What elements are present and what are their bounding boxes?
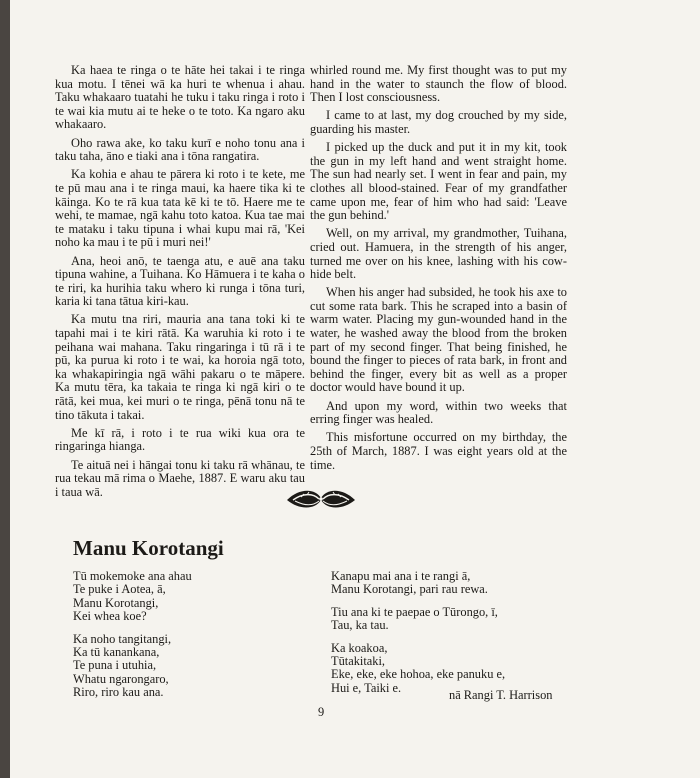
- poem-line: Eke, eke, eke hohoa, eke panuku e,: [331, 667, 506, 682]
- poem-line: Te puke i Aotea, ā,: [73, 582, 166, 597]
- paragraph: I picked up the duck and put it in my kit, took the gun in my left hand and went straight home. The sun had nearly set. I went in fear and pain, my clothes all blood-stained. Fear of my grandfather came upon me, fear of him who had said: 'Leave the gun behind.': [310, 140, 567, 223]
- maori-text-column: [55, 64, 305, 504]
- poem-line: Ka noho tangitangi,: [73, 631, 172, 646]
- poem-line: Tau, ka tau.: [331, 618, 389, 633]
- poem-author: nā Rangi T. Harrison: [449, 688, 553, 702]
- stanza: [331, 606, 581, 633]
- paragraph: Oho rawa ake, ko taku kurī e noho tonu ana i taku taha, āno e tiaki ana i tōna rangatira.: [55, 135, 305, 164]
- poem-line: Tū mokemoke ana ahau: [73, 569, 192, 583]
- stanza: [331, 570, 581, 597]
- poem-line: Kanapu mai ana i te rangi ā,: [331, 569, 471, 583]
- poem-right-column: [331, 570, 581, 704]
- paragraph: Te aituā nei i hāngai tonu ki taku rā whānau, te rua tekau mā rima o Maehe, 1887. E waru aku tau i taua wā.: [55, 457, 305, 499]
- poem-line: Tūtakitaki,: [331, 654, 386, 669]
- stanza: [73, 633, 303, 700]
- poem-left-column: [73, 570, 303, 709]
- poem-line: Ka tū kanankana,: [73, 645, 160, 660]
- paragraph: Ka kohia e ahau te pārera ki roto i te kete, me te pū mau ana i te ringa maui, ka haere tika ki te kāinga. Ko te rā kua tata kē ki te tō. Haere me te wehi, te mamae, ngā kahu toto katoa. Kua tae mai te mataku i taku tipuna i whai kupu mai rā, 'Kei noho ka mau i te pū i muri nei!': [55, 167, 305, 250]
- paragraph: Well, on my arrival, my grandmother, Tuihana, cried out. Hamuera, in the strength of his anger, turned me over on his knee, lashing with his cow-hide belt.: [310, 226, 567, 282]
- poem-line: Kei whea koe?: [73, 609, 147, 624]
- binding-edge: [0, 0, 10, 778]
- english-text-column: [310, 64, 567, 477]
- poem-line: Tiu ana ki te paepae o Tūrongo, ī,: [331, 604, 498, 619]
- poem-line: Riro, riro kau ana.: [73, 685, 164, 700]
- poem-line: Whatu ngarongaro,: [73, 671, 169, 686]
- page-number: 9: [318, 705, 325, 719]
- stanza: [73, 570, 303, 624]
- poem-line: Hui e, Taiki e.: [331, 680, 402, 695]
- poem-line: Ka koakoa,: [331, 640, 388, 655]
- paragraph: Me kī rā, i roto i te rua wiki kua ora te ringaringa hianga.: [55, 425, 305, 454]
- poem-line: Manu Korotangi,: [73, 595, 159, 610]
- paragraph: Ka mutu tna riri, mauria ana tana toki ki te tapahi mai i te kiri rātā. Ka waruhia ki roto i te peihana wai mahana. Taku ringaringa i tū rā i te pū, ka purua ki roto i te wai, ka horoia ngā toto, ka whakapiringia ngā wāhi pakaru o te māpere. Ka mutu tēra, ka takaia te ringa ki ngā kiri o te rātā, kei mua, kei muri o te ringa, pēnā tonu nā te tino tākuta i takai.: [55, 312, 305, 422]
- poem-title: Manu Korotangi: [73, 536, 224, 560]
- paragraph: When his anger had subsided, he took his axe to cut some rata bark. This he scraped into a basin of warm water. Placing my gun-wounded hand in the water, he washed away the blood from the broken part of my second finger. That being finished, he bound the finger to pieces of rata bark, in front and behind the finger, every bit as well as a proper doctor would have bound it up.: [310, 285, 567, 395]
- poem-line: Te puna i utuhia,: [73, 658, 157, 673]
- paragraph-continuation: whirled round me. My first thought was to put my hand in the water to staunch the flow of blood. Then I lost consciousness.: [310, 63, 567, 105]
- paragraph: Ka haea te ringa o te hāte hei takai i te ringa kua motu. I tēnei wā ka huri te whenua i ahau. Taku whakaaro tuatahi he tuku i taku ringa i roto i te wai kia mutu ai te heke o te toto. Ka ngaro aku whakaaro.: [55, 63, 305, 132]
- paragraph: Ana, heoi anō, te taenga atu, e auē ana taku tipuna wahine, a Tuihana. Ko Hāmuera i te kaha o te riri, ka hurihia taku whero ki runga i tōna turi, karia ki tana tātua kiri-kau.: [55, 253, 305, 309]
- paragraph: I came to at last, my dog crouched by my side, guarding his master.: [310, 108, 567, 136]
- paragraph: This misfortune occurred on my birthday, the 25th of March, 1887. I was eight years old at the time.: [310, 430, 567, 472]
- fern-ornament-icon: [285, 486, 357, 512]
- paragraph: And upon my word, within two weeks that erring finger was healed.: [310, 398, 567, 427]
- poem-line: Manu Korotangi, pari rau rewa.: [331, 582, 488, 597]
